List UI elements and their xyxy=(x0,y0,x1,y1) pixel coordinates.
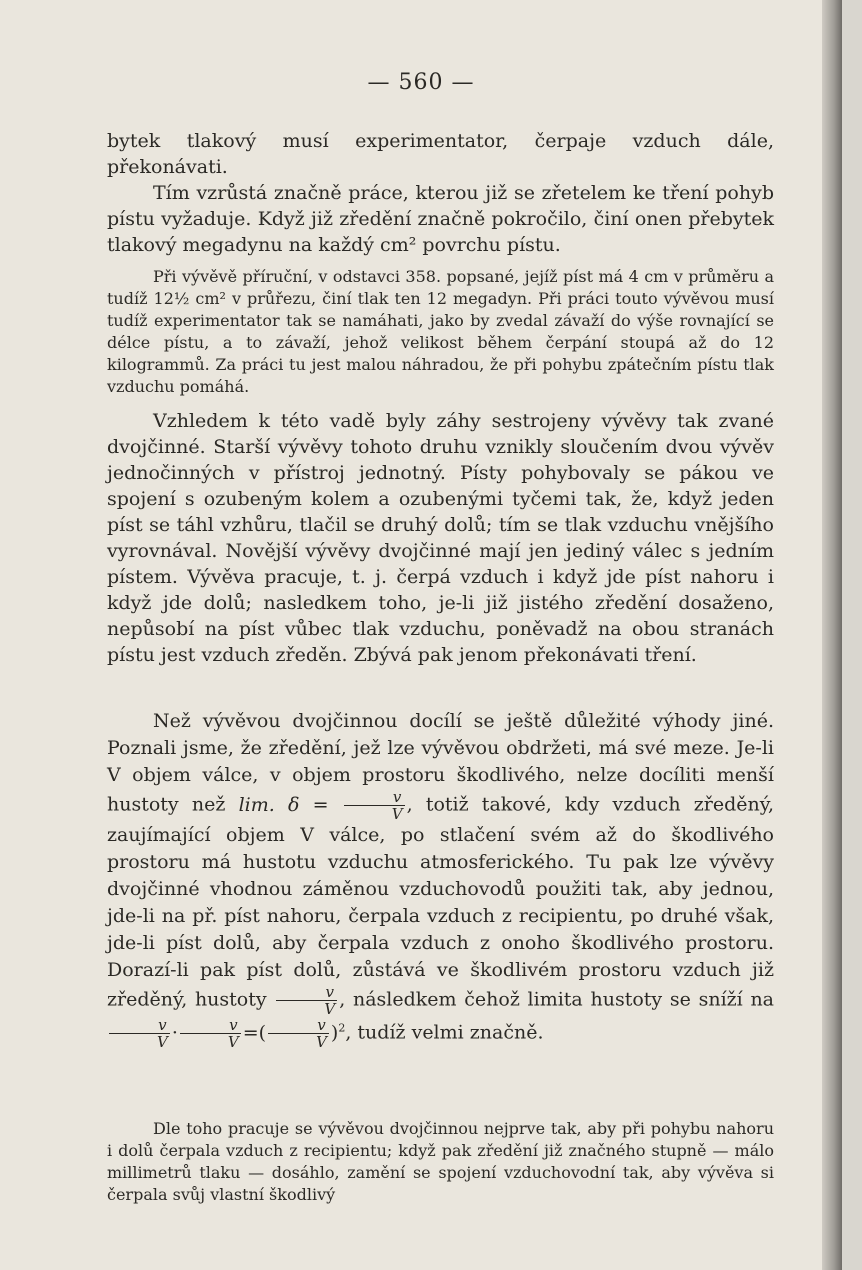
fraction-numerator: v xyxy=(268,1017,329,1034)
limit-label: lim. δ = xyxy=(238,793,329,816)
paragraph-6: Dle toho pracuje se vývěvou dvojčinnou nejprve tak, aby při pohybu nahoru i dolů čerpala vzduch z recipientu; když pak zředění již značného stupně — málo millimetrů tlaku — dosáhlo, zamění se spojení vzduchovodní tak, aby vývěva si čerpala svůj vlastní škodlivý xyxy=(107,1119,774,1204)
fraction-denominator: V xyxy=(391,805,403,823)
fraction-v-over-V-2 xyxy=(276,984,337,1017)
exponent: 2 xyxy=(338,1021,346,1035)
fraction-c xyxy=(268,1017,329,1050)
paragraph-5-part-d: , tudíž velmi značně. xyxy=(345,1021,544,1044)
fraction-denominator: V xyxy=(157,1033,168,1051)
density-formula: $\frac{v}{V}$ · $\frac{v}{V}$ =( $\frac{v}{V}$ )$^2$ xyxy=(107,1022,345,1044)
fraction-denominator: V xyxy=(316,1033,327,1051)
fraction-v-over-V xyxy=(344,789,405,822)
multiply-dot: · xyxy=(171,1021,178,1044)
paragraph-1: bytek tlakový musí experimentator, čerpaje vzduch dále, překonávati. xyxy=(107,130,774,178)
page-number: — 560 — xyxy=(367,70,475,95)
equals-sign: = xyxy=(242,1021,259,1044)
fraction-numerator: v xyxy=(276,984,337,1001)
paragraph-5-part-a: Než vývěvou dvojčinnou docílí se ještě důležité výhody jiné. Poznali jsme, že zředění, jež lze vývěvou obdržeti, má své meze. Je-li V objem válce, v objem prostoru škodlivého, nelze docíliti menší hustoty než xyxy=(107,710,774,816)
page-edge-shadow xyxy=(822,0,842,1270)
paragraph-4: Vzhledem k této vadě byly záhy sestrojeny vývěvy tak zvané dvojčinné. Starší vývěvy tohoto druhu vznikly sloučením dvou vývěv jednočinných v přístroj jednotný. Písty pohybovaly se pákou ve spojení s ozubeným kolem a ozubenými tyčemi tak, že, když jeden píst se táhl vzhůru, tlačil se druhý dolů; tím se tlak vzduchu vnějšího vyrovnával. Novější vývěvy dvojčinné mají jen jediný válec s jedním pístem. Vývěva pracuje, t. j. čerpá vzduch i když jde píst nahoru i když jde dolů; nasledkem toho, je-li již jistého zředění dosaženo, nepůsobí na píst vůbec tlak vzduchu, poněvadž na obou stranách pístu jest vzduch zředěn. Zbývá pak jenom překonávati tření. xyxy=(107,410,774,666)
limit-expression xyxy=(238,788,407,823)
fraction-numerator: v xyxy=(180,1017,241,1034)
paragraph-5-part-b: , totiž takové, kdy vzduch zředěný, zaujímající objem V válce, po stlačení svém až do škodlivého prostoru má hustotu vzduchu atmosferického. Tu pak lze vývěvy dvojčinné vhodnou záměnou vzduchovodů použiti tak, aby jednou, jde-li na př. píst nahoru, čerpala vzduch z recipientu, po druhé však, jde-li píst dolů, aby čerpala vzduch z onoho škodlivého prostoru. Dorazí-li pak píst dolů, zůstává ve škodlivém prostoru vzduch již zředěný, hustoty xyxy=(107,793,774,1011)
fraction-denominator: V xyxy=(324,1000,336,1018)
paragraph-3: Při vývěvě příruční, v odstavci 358. popsané, jejíž píst má 4 cm v průměru a tudíž 12½ cm² v průřezu, činí tlak ten 12 megadyn. Při práci touto vývěvou musí tudíž experimentator tak se namáhati, jako by zvedal závaží do výše rovnající se délce pístu, a to závaží, jehož velikost během čerpání stoupá až do 12 kilogrammů. Za práci tu jest malou náhradou, že při pohybu zpátečním pístu tlak vzduchu pomáhá. xyxy=(107,267,774,396)
fraction-denominator: V xyxy=(227,1033,239,1051)
fraction-a xyxy=(109,1017,170,1050)
paragraph-5-part-c: , následkem čehož limita hustoty se sníží na xyxy=(339,988,775,1011)
fraction-numerator: v xyxy=(109,1017,170,1034)
paragraph-5 xyxy=(107,708,774,1050)
fraction-numerator: v xyxy=(344,789,405,806)
paragraph-2: Tím vzrůstá značně práce, kterou již se zřetelem ke tření pohyb pístu vyžaduje. Když již zředění značně pokročilo, činí onen přebytek tlakový megadynu na každý cm² povrchu pístu. xyxy=(107,182,774,256)
fraction-b xyxy=(180,1017,241,1050)
